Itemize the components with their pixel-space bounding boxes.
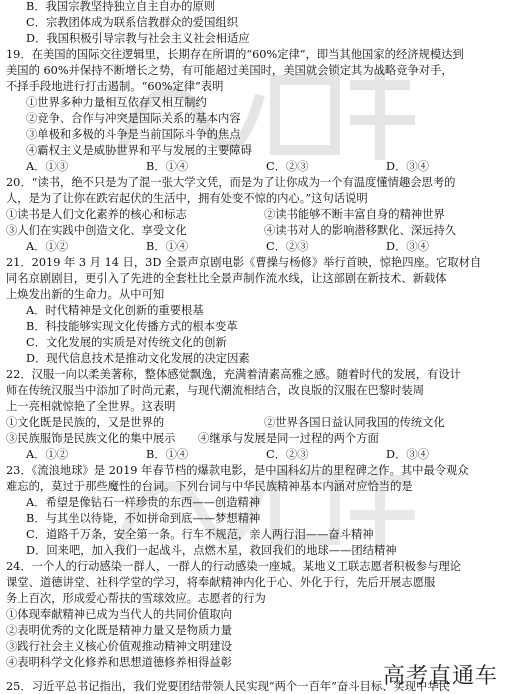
q19-choice-b: B．①④ (146, 160, 189, 173)
q22-choice-b: B．①④ (146, 448, 189, 461)
q18-option-d: D．我国积极引导宗教与社会主义社会相适应 (26, 32, 250, 45)
q20-choice-a: A．①② (26, 240, 69, 253)
q21-stem-line-1: 21．2019 年 3 月 14 日，3D 全景声京剧电影《曹操与杨修》举行首映，惊艳四座。它取材自 (6, 256, 482, 269)
q22-choice-a: A．①② (26, 448, 69, 461)
q24-item-3: ③践行社会主义核心价值观推动精神文明建设 (6, 640, 232, 653)
q20-item-4: ④读书对人的影响潜移默化、深远持久 (264, 224, 457, 237)
q24-item-2: ②表明优秀的文化既是精神力量又是物质力量 (6, 624, 232, 637)
q20-stem-line-1: 20．“读书，绝不只是为了混一张大学文凭，而是为了让你成为一个有温度懂情趣会思考的 (6, 176, 456, 189)
q19-stem-line-3: 不择手段地进行打击遏制。“60%定律”表明 (6, 80, 224, 93)
q19-item-4: ④霸权主义是威胁世界和平与发展的主要障碍 (26, 144, 252, 157)
q20-item-3: ③人们在实践中创造文化、享受文化 (6, 224, 187, 237)
q24-stem-line-2: 课堂、道德讲堂、社科学堂的学习，将奉献精神内化于心、外化于行，先后开展志愿服 (6, 576, 436, 589)
q22-item-1: ①文化既是民族的，又是世界的 (6, 416, 165, 429)
q19-choice-d: D．③④ (386, 160, 429, 173)
site-logo: 高考直通车 (382, 664, 498, 689)
q19-stem-line-1: 19．在美国的国际交往逻辑里，长期存在所谓的“60%定律”，即当其他国家的经济规模达到 (6, 48, 464, 61)
q23-option-d: D．回来吧，加入我们一起战斗，点燃木星，救回我们的地球——团结精神 (26, 544, 397, 557)
q24-stem-line-3: 务上百次，形成爱心帮扶的雪球效应。志愿者的行为 (6, 592, 266, 605)
q23-stem-line-1: 23．《流浪地球》是 2019 年春节档的爆款电影，是中国科幻片的里程碑之作。其中最令观众 (6, 464, 469, 477)
q21-stem-line-3: 上焕发出新的生命力。从中可知 (6, 288, 165, 301)
q19-item-2: ②竞争、合作与冲突是国际关系的基本内容 (26, 112, 241, 125)
q21-option-a: A．时代精神是文化创新的重要根基 (26, 304, 204, 317)
q20-stem-line-2: 人，是为了让你在跌宕起伏的生活中，拥有处变不惊的内心。”这句话说明 (6, 192, 368, 205)
q20-item-1: ①读书是人们文化素养的核心和标志 (6, 208, 187, 221)
q22-choice-c: C．②③ (266, 448, 309, 461)
q22-item-2: ②世界各国日益认同我国的传统文化 (264, 416, 445, 429)
q18-option-c: C．宗教团体成为联系信教群众的爱国组织 (26, 16, 238, 29)
q20-choice-b: B．①④ (146, 240, 189, 253)
q21-option-b: B．科技能够实现文化传播方式的根本变革 (26, 320, 238, 333)
q19-item-1: ①世界多种力量相互依存又相互制约 (26, 96, 207, 109)
q22-stem-line-2: 师在传统汉服当中添加了时尚元素，与现代潮流相结合，改良版的汉服在巴黎时装周 (6, 384, 424, 397)
q21-stem-line-2: 同名京剧剧目，更引入了先进的全套杜比全景声制作流水线，让这部剧在新技术、新载体 (6, 272, 447, 285)
q22-item-3-4: ③民族服饰是民族文化的集中展示 ④继承与发展是同一过程的两个方面 (6, 432, 379, 445)
q23-option-b: B．与其坐以待毙，不如拼命到底——梦想精神 (26, 512, 261, 525)
q22-choice-d: D．③④ (386, 448, 429, 461)
q23-option-c: C．道路千万条，安全第一条。行车不规范，亲人两行泪——奋斗精神 (26, 528, 374, 541)
q22-stem-line-1: 22．汉服一向以柔美著称，整体感觉飘逸，充满着清素高雅之感。随着时代的发展，有设计 (6, 368, 461, 381)
q25-stem-line-1: 25．习近平总书记指出，我们党要团结带领人民实现“两个一百年”奋斗目标、实现中华民 (6, 680, 450, 693)
q19-choice-a: A．①③ (26, 160, 69, 173)
q22-stem-line-3: 上一亮相就惊艳了全世界。这表明 (6, 400, 176, 413)
q20-choice-d: D．③④ (386, 240, 429, 253)
q18-option-b: B．我国宗教坚持独立自主自办的原则 (26, 0, 216, 13)
q24-item-1: ①体现奉献精神已成为当代人的共同价值取向 (6, 608, 232, 621)
q23-option-a: A．希望是像钻石一样珍贵的东西——创造精神 (26, 496, 261, 509)
q20-choice-c: C．②③ (266, 240, 309, 253)
q21-option-d: D．现代信息技术是推动文化发展的决定因素 (26, 352, 250, 365)
q20-item-2: ②读书能够不断丰富自身的精神世界 (264, 208, 445, 221)
q19-choice-c: C．②③ (266, 160, 309, 173)
q21-option-c: C．文化发展的实质是对传统文化的创新 (26, 336, 227, 349)
q19-item-3: ③单极和多极的斗争是当前国际斗争的焦点 (26, 128, 241, 141)
q23-stem-line-2: 难忘的，莫过于那些魔性的台词。下列台词与中华民族精神基本内涵对应恰当的是 (6, 480, 413, 493)
q24-item-4: ④表明科学文化修养和思想道德修养相得益彰 (6, 656, 232, 669)
q19-stem-line-2: 美国的 60%并保持不断增长之势，有可能超过美国时，美国就会锁定其为战略竞争对手， (6, 64, 453, 77)
q24-stem-line-1: 24．一个人的行动感染一群人，一群人的行动感染一座城。某地义工联志愿者积极参与理论 (6, 560, 461, 573)
